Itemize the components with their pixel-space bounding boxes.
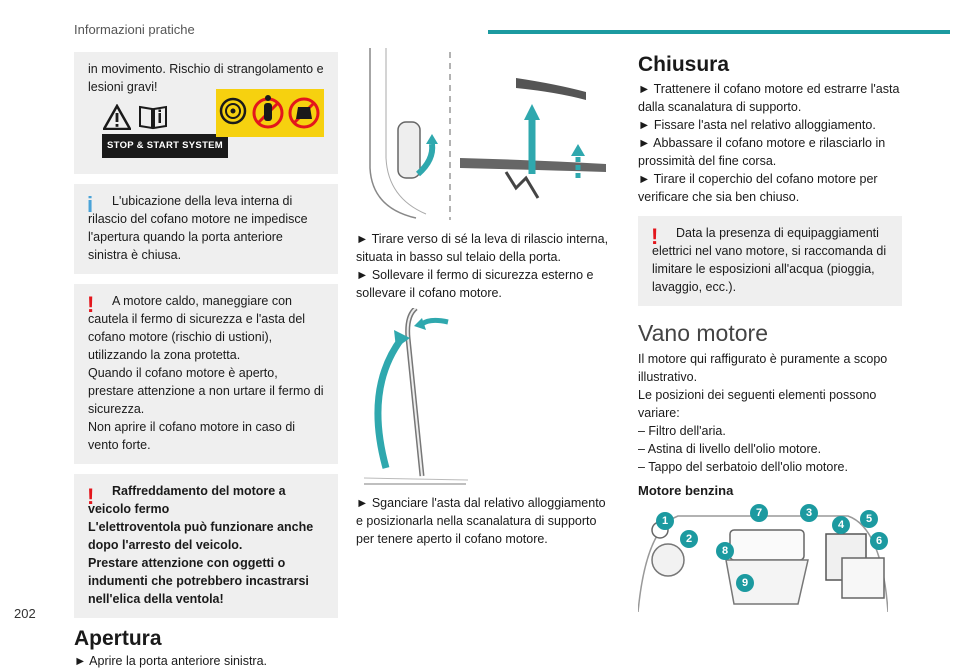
engine-bay-illustration [638, 508, 888, 612]
callout-1-marker [656, 512, 674, 535]
warning-exclamation-icon: ! [87, 292, 95, 317]
callout-8-label: 8 [721, 545, 729, 557]
chiusura-step-2: ► Fissare l'asta nel relativo alloggiamento. [638, 118, 876, 132]
water-warning-box [638, 216, 902, 306]
right-column [638, 53, 902, 612]
step-4: ► Sganciare l'asta dal relativo alloggiamento e posizionarla nella scanalatura di supporto per tenere aperto il cofano motore. [356, 496, 606, 546]
callout-3-marker [800, 504, 818, 527]
chiusura-title: Chiusura [638, 53, 730, 76]
stop-start-label: STOP & START SYSTEM [102, 134, 228, 158]
callout-7-label: 7 [755, 507, 763, 519]
vano-item-2: – Astina di livello dell'olio motore. [638, 442, 822, 456]
vano-item-3: – Tappo del serbatoio dell'olio motore. [638, 460, 848, 474]
burn-warning-text-2: Quando il cofano motore è aperto, prestare attenzione a non urtare il fermo di sicurezza. [88, 366, 324, 416]
fan-icon [221, 99, 245, 123]
prop-rod-illustration [356, 308, 606, 488]
release-lever-icon [398, 122, 420, 178]
callout-7-marker [750, 504, 768, 527]
fan-warning-box [74, 474, 338, 618]
vano-text-1: Il motore qui raffigurato è puramente a scopo illustrativo. [638, 352, 888, 384]
callout-2-label: 2 [685, 533, 693, 545]
callout-9-marker [736, 574, 754, 597]
rotate-arrow-icon [378, 338, 402, 468]
left-column [74, 52, 338, 670]
info-icon: i [87, 192, 94, 217]
header-accent-bar [488, 30, 950, 34]
callout-9-label: 9 [741, 577, 749, 589]
manual-book-icon [138, 102, 168, 132]
burn-warning-text-1: A motore caldo, maneggiare con cautela il fermo di sicurezza e l'asta del cofano motore (rischio di ustioni), utilizzando la zona protetta. [88, 294, 306, 362]
info-box-text: L'ubicazione della leva interna di rilascio del cofano motore ne impedisce l'apertura quando la porta anteriore sinistra è chiusa. [88, 194, 308, 262]
up-arrow-icon [524, 104, 540, 120]
water-warning-text: Data la presenza di equipaggiamenti elettrici nel vano motore, si raccomanda di limitare le esposizioni all'acqua (pioggia, lavaggio, ecc.). [652, 226, 887, 294]
callout-2-marker [680, 530, 698, 553]
hood-release-illustration [356, 48, 606, 224]
fan-warning-pictograms [216, 89, 324, 137]
callout-6-label: 6 [875, 535, 883, 547]
warning-triangle-icon [102, 102, 132, 132]
step-3: ► Sollevare il fermo di sicurezza esterno e sollevare il cofano motore. [356, 268, 594, 300]
fan-warning-heading: Raffreddamento del motore a veicolo fermo [88, 484, 286, 516]
callout-4-marker [832, 516, 850, 539]
callout-4-label: 4 [837, 519, 845, 531]
info-box [74, 184, 338, 274]
callout-5-label: 5 [865, 513, 873, 525]
apertura-title: Apertura [74, 627, 162, 650]
safety-catch-icon [506, 172, 538, 198]
no-clothing-icon [290, 99, 318, 127]
step-2: ► Tirare verso di sé la leva di rilascio interna, situata in basso sul telaio della porta. [356, 232, 609, 264]
apertura-step-1: ► Aprire la porta anteriore sinistra. [74, 654, 268, 668]
burn-warning-box [74, 284, 338, 464]
page-number: 202 [14, 606, 36, 621]
chiusura-step-1: ► Trattenere il cofano motore ed estrarre l'asta dalla scanalatura di supporto. [638, 82, 900, 114]
no-hands-icon [254, 95, 282, 127]
warning-exclamation-icon: ! [87, 484, 95, 509]
chiusura-step-4: ► Tirare il coperchio del cofano motore per verificare che sia ben chiuso. [638, 172, 878, 204]
middle-column [356, 48, 616, 548]
vano-title: Vano motore [638, 320, 768, 346]
header-title: Informazioni pratiche [74, 22, 195, 37]
callout-6-marker [870, 532, 888, 555]
top-box-text: in movimento. Rischio di strangolamento e lesioni gravi! [88, 62, 324, 94]
vano-item-1: – Filtro dell'aria. [638, 424, 726, 438]
fan-warning-text-2: Prestare attenzione con oggetti o indumenti che potrebbero incastrarsi nell'elica della ventola! [88, 556, 309, 606]
callout-1-label: 1 [661, 515, 669, 527]
warning-exclamation-icon: ! [651, 224, 659, 249]
callout-3-label: 3 [805, 507, 813, 519]
vano-text-2: Le posizioni dei seguenti elementi possono variare: [638, 388, 877, 420]
burn-warning-text-3: Non aprire il cofano motore in caso di vento forte. [88, 420, 296, 452]
fan-warning-text-1: L'elettroventola può funzionare anche dopo l'arresto del veicolo. [88, 520, 314, 552]
callout-5-marker [860, 510, 878, 533]
motore-benzina-heading: Motore benzina [638, 483, 734, 498]
callout-8-marker [716, 542, 734, 565]
chiusura-step-3: ► Abbassare il cofano motore e rilasciarlo in prossimità del fine corsa. [638, 136, 886, 168]
